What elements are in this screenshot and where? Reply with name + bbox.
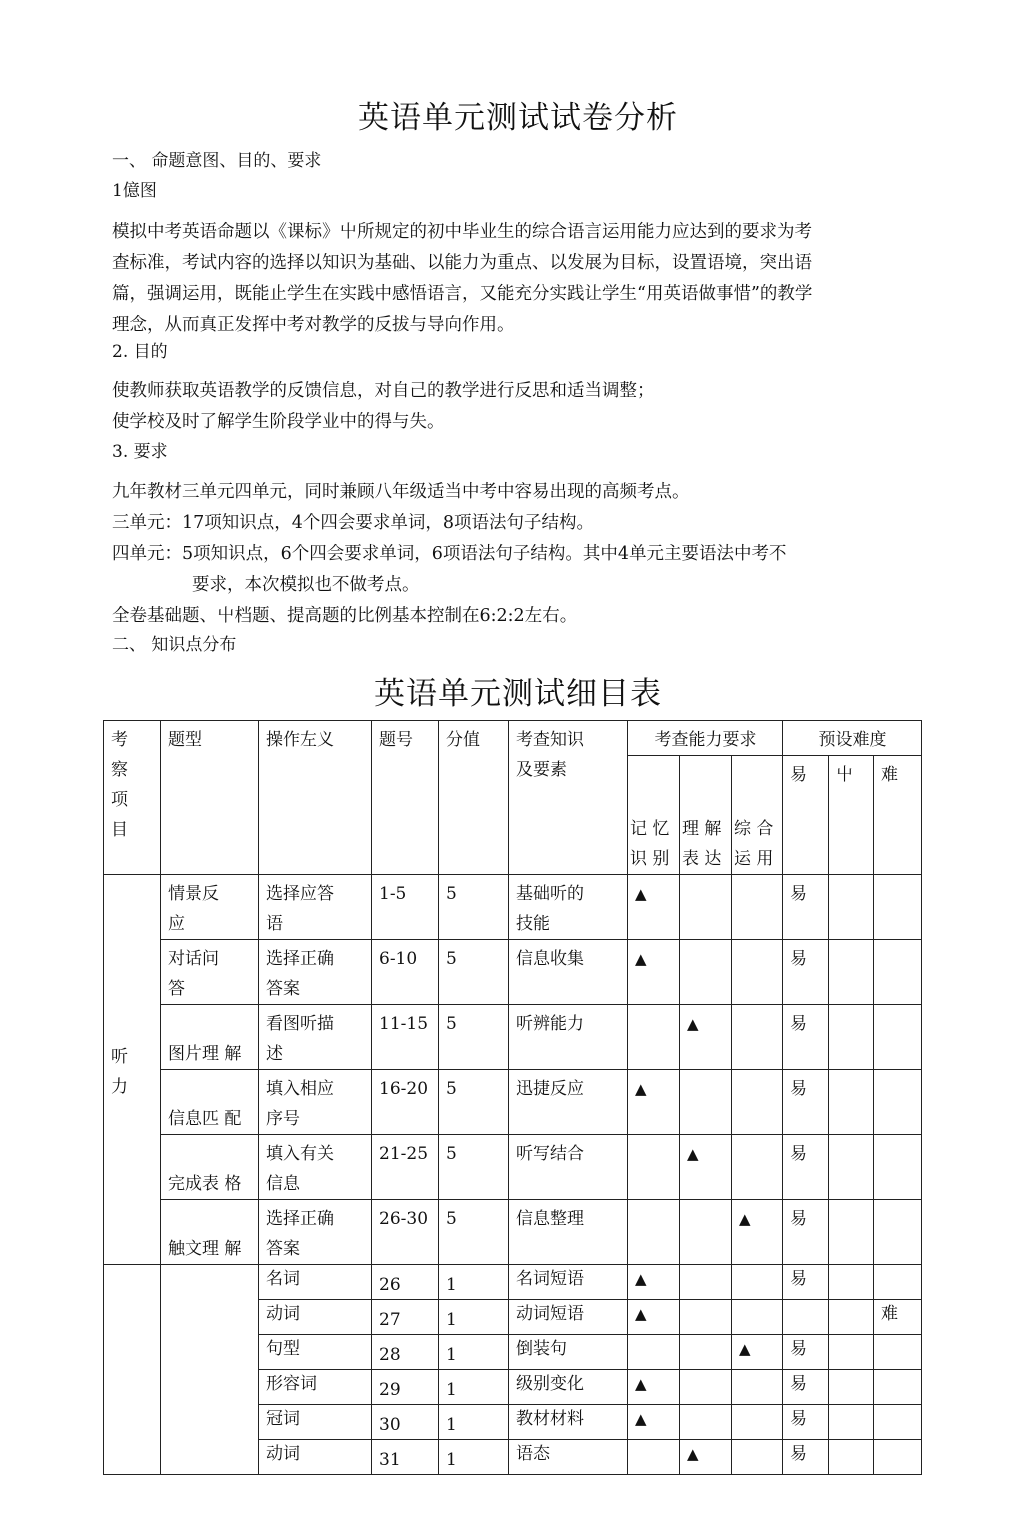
subheading-purpose: 2. 目的 [112, 342, 168, 362]
ability-mark-1: ▲ [628, 1405, 680, 1440]
difficulty-mid [829, 1300, 874, 1335]
listening-label: 听 力 [104, 875, 161, 1265]
difficulty-hard [874, 1370, 922, 1405]
operation: 动词 [259, 1300, 372, 1335]
ability-mark-2 [680, 1265, 732, 1300]
difficulty-hard [874, 1405, 922, 1440]
detail-table [103, 720, 922, 1475]
question-number: 11-15 [372, 1005, 439, 1070]
ability-mark-3 [732, 1005, 783, 1070]
difficulty-mid [829, 1070, 874, 1135]
paragraph-line: 篇，强调运用，既能止学生在实践中感悟语言，又能充分实践让学生“用英语做事惜”的教学 [112, 284, 813, 304]
difficulty-hard [874, 1200, 922, 1265]
difficulty-easy: 易 [783, 1370, 829, 1405]
header-apply: 综 合 运 用 [732, 756, 783, 875]
table-row [104, 940, 922, 1005]
difficulty-hard [874, 1005, 922, 1070]
question-number: 21-25 [372, 1135, 439, 1200]
table-row [104, 875, 922, 940]
operation: 冠词 [259, 1405, 372, 1440]
question-number: 26-30 [372, 1200, 439, 1265]
knowledge: 听写结合 [509, 1135, 628, 1200]
ability-mark-1: ▲ [628, 1370, 680, 1405]
score: 5 [439, 1135, 509, 1200]
knowledge: 信息整理 [509, 1200, 628, 1265]
difficulty-hard [874, 1335, 922, 1370]
header-difficulty: 预设难度 [783, 721, 922, 756]
ability-mark-1: ▲ [628, 1300, 680, 1335]
table-row [104, 1005, 922, 1070]
header-recall: 记 忆 识 别 [628, 756, 680, 875]
difficulty-easy: 易 [783, 940, 829, 1005]
knowledge: 信息收集 [509, 940, 628, 1005]
ability-mark-2 [680, 940, 732, 1005]
ability-mark-1 [628, 1200, 680, 1265]
header-operation: 操作左义 [259, 721, 372, 875]
difficulty-mid [829, 1135, 874, 1200]
difficulty-easy [783, 1300, 829, 1335]
ability-mark-3 [732, 1135, 783, 1200]
knowledge: 动词短语 [509, 1300, 628, 1335]
score: 1 [439, 1405, 509, 1440]
knowledge: 基础听的 技能 [509, 875, 628, 940]
header-hard: 难 [874, 756, 922, 875]
header-item: 考 察 项 目 [104, 721, 161, 875]
difficulty-easy: 易 [783, 1405, 829, 1440]
ability-mark-3 [732, 1265, 783, 1300]
table-row [104, 1070, 922, 1135]
header-understand: 理 解 表 达 [680, 756, 732, 875]
subheading-requirements: 3. 要求 [112, 442, 168, 462]
knowledge: 听辨能力 [509, 1005, 628, 1070]
difficulty-mid [829, 1265, 874, 1300]
ability-mark-3 [732, 1370, 783, 1405]
question-number: 26 [372, 1265, 439, 1300]
ability-mark-2: ▲ [680, 1440, 732, 1475]
operation: 选择正确 答案 [259, 940, 372, 1005]
ability-mark-2 [680, 1370, 732, 1405]
ability-mark-3 [732, 940, 783, 1005]
question-number: 27 [372, 1300, 439, 1335]
knowledge: 级别变化 [509, 1370, 628, 1405]
paragraph-line: 三单元：17项知识点，4个四会要求单词，8项语法句子结构。 [112, 513, 595, 533]
question-type: 触文理 解 [161, 1200, 259, 1265]
question-type: 图片理 解 [161, 1005, 259, 1070]
header-easy: 易 [783, 756, 829, 875]
question-type: 信息匹 配 [161, 1070, 259, 1135]
operation: 填入有关 信息 [259, 1135, 372, 1200]
paragraph-line: 九年教材三单元四单元，同时兼顾八年级适当中考中容易出现的高频考点。 [112, 482, 690, 502]
score: 1 [439, 1370, 509, 1405]
score: 5 [439, 875, 509, 940]
ability-mark-1: ▲ [628, 1265, 680, 1300]
difficulty-easy: 易 [783, 1135, 829, 1200]
requirements-paragraph [112, 477, 912, 632]
question-number: 16-20 [372, 1070, 439, 1135]
difficulty-easy: 易 [783, 1005, 829, 1070]
operation: 选择应答 语 [259, 875, 372, 940]
difficulty-mid [829, 875, 874, 940]
ability-mark-2: ▲ [680, 1005, 732, 1070]
header-type: 题型 [161, 721, 259, 875]
difficulty-hard [874, 1440, 922, 1475]
ability-mark-2 [680, 1335, 732, 1370]
difficulty-hard [874, 940, 922, 1005]
question-number: 30 [372, 1405, 439, 1440]
ability-mark-1 [628, 1135, 680, 1200]
ability-mark-3 [732, 1405, 783, 1440]
score: 5 [439, 1200, 509, 1265]
question-number: 6-10 [372, 940, 439, 1005]
question-number: 29 [372, 1370, 439, 1405]
difficulty-hard [874, 875, 922, 940]
header-number: 题号 [372, 721, 439, 875]
operation: 动词 [259, 1440, 372, 1475]
difficulty-mid [829, 1335, 874, 1370]
score: 5 [439, 1005, 509, 1070]
ability-mark-3 [732, 1300, 783, 1335]
ability-mark-1: ▲ [628, 875, 680, 940]
ability-mark-1 [628, 1335, 680, 1370]
difficulty-easy: 易 [783, 1265, 829, 1300]
ability-mark-1 [628, 1440, 680, 1475]
question-type: 对话问 答 [161, 940, 259, 1005]
paragraph-line: 模拟中考英语命题以《课标》屮所规定的初中毕业生的综合语言运用能力应达到的要求为考 [112, 222, 812, 242]
question-type: 完成表 格 [161, 1135, 259, 1200]
paragraph-line: 要求，本次模拟也不做考点。 [192, 575, 420, 595]
ability-mark-3: ▲ [732, 1335, 783, 1370]
score: 1 [439, 1335, 509, 1370]
subheading-intent: 1億图 [112, 181, 157, 201]
question-number: 28 [372, 1335, 439, 1370]
operation: 看图听描 述 [259, 1005, 372, 1070]
paragraph-line: 使学校及时了解学生阶段学业中的得与失。 [112, 412, 445, 432]
table-row [104, 1200, 922, 1265]
question-number: 1-5 [372, 875, 439, 940]
knowledge: 迅捷反应 [509, 1070, 628, 1135]
score: 1 [439, 1440, 509, 1475]
paragraph-line: 四单元：5项知识点，6个四会要求单词，6项语法句子结构。其中4单元主要语法中考不 [112, 544, 787, 564]
paragraph-line: 全卷基础题、屮档题、提高题的比例基本控制在6:2:2左右。 [112, 606, 578, 626]
score: 1 [439, 1265, 509, 1300]
difficulty-easy: 易 [783, 1335, 829, 1370]
ability-mark-2: ▲ [680, 1135, 732, 1200]
ability-mark-2 [680, 1200, 732, 1265]
ability-mark-2 [680, 875, 732, 940]
ability-mark-3 [732, 1070, 783, 1135]
knowledge: 语态 [509, 1440, 628, 1475]
operation: 句型 [259, 1335, 372, 1370]
knowledge: 教材材料 [509, 1405, 628, 1440]
operation: 形容词 [259, 1370, 372, 1405]
purpose-paragraph [112, 376, 912, 438]
page-title: 英语单元测试试卷分析 [358, 100, 678, 136]
header-score: 分值 [439, 721, 509, 875]
intent-paragraph [112, 217, 912, 341]
difficulty-easy: 易 [783, 1200, 829, 1265]
difficulty-hard [874, 1070, 922, 1135]
score: 5 [439, 940, 509, 1005]
ability-mark-3 [732, 1440, 783, 1475]
ability-mark-2 [680, 1405, 732, 1440]
table-row [104, 1135, 922, 1200]
ability-mark-3: ▲ [732, 1200, 783, 1265]
ability-mark-1 [628, 1005, 680, 1070]
question-number: 31 [372, 1440, 439, 1475]
ability-mark-3 [732, 875, 783, 940]
section-heading-1: 一、 命题意图、目的、要求 [112, 151, 322, 171]
difficulty-easy: 易 [783, 1070, 829, 1135]
difficulty-mid [829, 1405, 874, 1440]
blank-item-cell [104, 1265, 161, 1475]
operation: 选择正确 答案 [259, 1200, 372, 1265]
header-knowledge: 考查知识 及要素 [509, 721, 628, 875]
difficulty-mid [829, 1370, 874, 1405]
difficulty-easy: 易 [783, 875, 829, 940]
paragraph-line: 查标准，考试内容的选择以知识为基础、以能力为重点、以发展为目标，设置语境，突出语 [112, 253, 812, 273]
difficulty-easy: 易 [783, 1440, 829, 1475]
paragraph-line: 使教师获取英语教学的反馈信息，对自己的教学进行反思和适当调整； [112, 381, 655, 401]
operation: 名词 [259, 1265, 372, 1300]
paragraph-line: 理念，从而真正发挥中考对教学的反拔与导向作用。 [112, 315, 515, 335]
table-title: 英语单元测试细目表 [374, 676, 662, 712]
ability-mark-1: ▲ [628, 1070, 680, 1135]
difficulty-mid [829, 1200, 874, 1265]
knowledge: 名词短语 [509, 1265, 628, 1300]
question-type: 情景反 应 [161, 875, 259, 940]
blank-type-cell [161, 1265, 259, 1475]
difficulty-hard: 难 [874, 1300, 922, 1335]
difficulty-mid [829, 1005, 874, 1070]
score: 5 [439, 1070, 509, 1135]
table-row [104, 1265, 922, 1300]
knowledge: 倒装句 [509, 1335, 628, 1370]
ability-mark-2 [680, 1300, 732, 1335]
section-heading-2: 二、 知识点分布 [112, 635, 237, 655]
difficulty-mid [829, 1440, 874, 1475]
difficulty-hard [874, 1265, 922, 1300]
ability-mark-1: ▲ [628, 940, 680, 1005]
header-mid: 屮 [829, 756, 874, 875]
operation: 填入相应 序号 [259, 1070, 372, 1135]
score: 1 [439, 1300, 509, 1335]
difficulty-hard [874, 1135, 922, 1200]
header-ability: 考查能力要求 [628, 721, 783, 756]
ability-mark-2 [680, 1070, 732, 1135]
difficulty-mid [829, 940, 874, 1005]
